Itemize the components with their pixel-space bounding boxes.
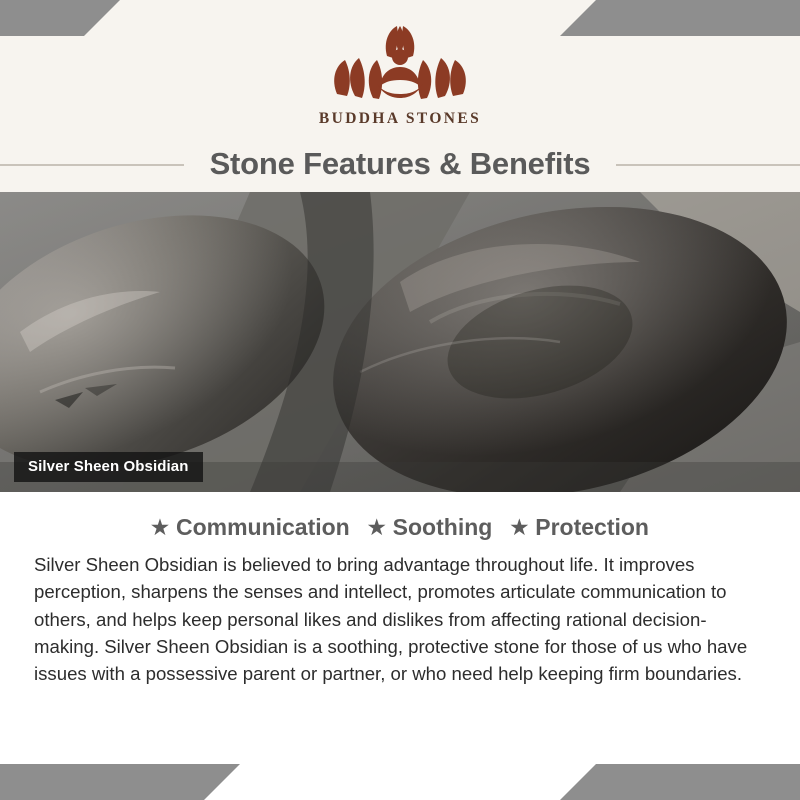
corner-accent-top-right	[560, 0, 800, 36]
corner-accent-bottom-left	[0, 764, 240, 800]
star-icon: ★	[510, 516, 529, 539]
benefits-section	[0, 492, 800, 800]
benefit-label: Protection	[535, 514, 649, 540]
star-icon: ★	[151, 516, 169, 539]
benefit-item	[368, 514, 493, 541]
lotus-meditation-icon	[325, 24, 475, 106]
page-title: Stone Features & Benefits	[184, 146, 617, 182]
star-icon: ★	[367, 516, 386, 539]
stone-description: Silver Sheen Obsidian is believed to bring advantage throughout life. It improves perception, sharpens the senses and intellect, promotes articulate communication to others, and helps keep personal likes and dislikes from affecting rational decision-making. Silver Sheen Obsidian is a soothing, protective stone for those of us who have issues with a possessive parent or partner, or who need help keeping firm boundaries.	[34, 554, 748, 685]
brand-name: BUDDHA STONES	[318, 110, 482, 127]
benefit-label: Communication	[175, 514, 350, 540]
stone-photo	[0, 192, 800, 492]
benefit-label: Soothing	[392, 514, 493, 540]
benefit-item	[510, 514, 649, 541]
corner-accent-bottom-right	[560, 764, 800, 800]
photo-caption: Silver Sheen Obsidian	[14, 452, 203, 482]
benefit-list	[34, 514, 766, 541]
benefit-item	[151, 514, 350, 541]
section-title-band	[0, 136, 800, 192]
